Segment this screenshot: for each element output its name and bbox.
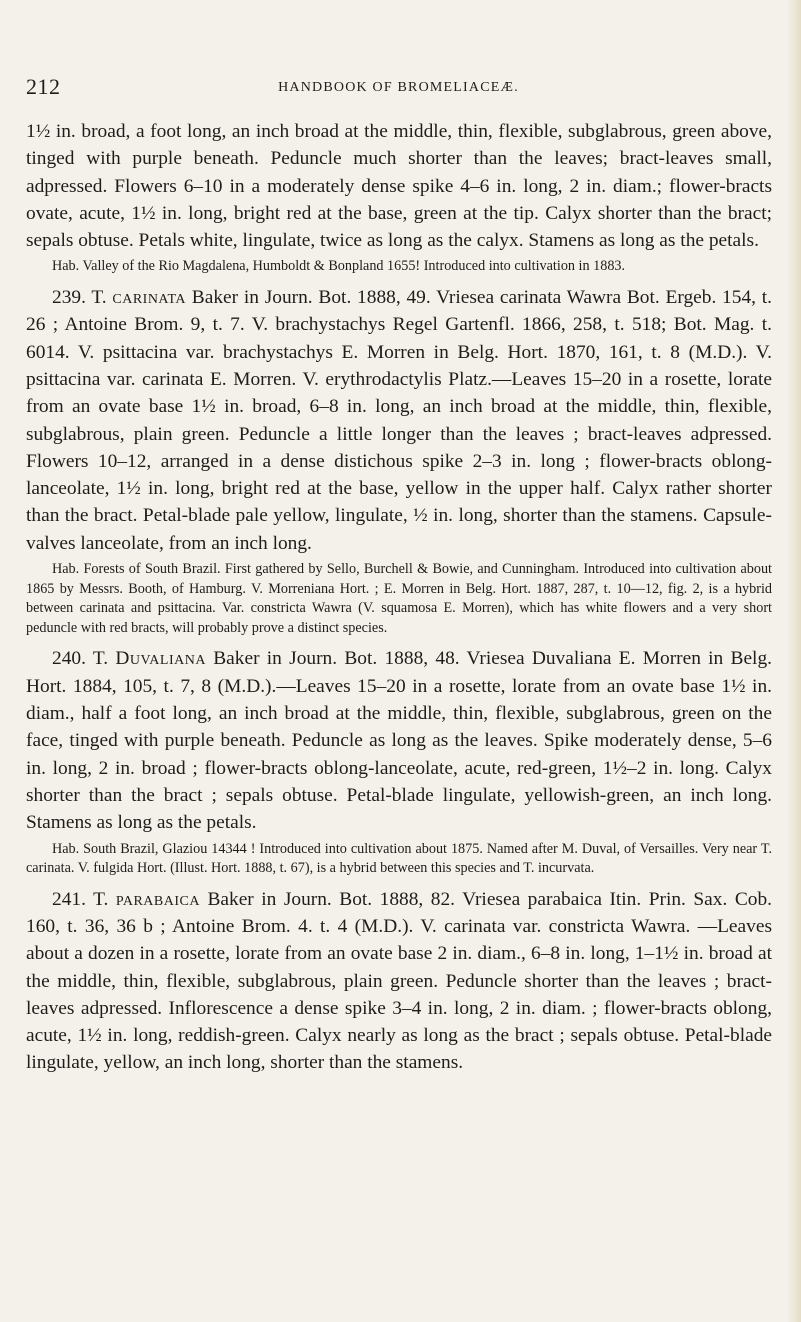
page-header bbox=[26, 74, 771, 104]
species-name: parabaica bbox=[115, 888, 200, 910]
paragraph-continued bbox=[26, 118, 772, 254]
habitat-note bbox=[26, 840, 772, 879]
species-name: Duvaliana bbox=[115, 648, 206, 670]
entry-number: 240. T. bbox=[52, 648, 109, 670]
habitat-note bbox=[26, 257, 772, 277]
note-text: Hab. Valley of the Rio Magdalena, Humboldt & Bonpland 1655! Introduced into cultivation in 1883. bbox=[52, 258, 626, 275]
page-edge-shadow bbox=[787, 0, 801, 1322]
entry-number: 241. T. bbox=[52, 888, 109, 910]
paragraph-text: 1½ in. broad, a foot long, an inch broad at the middle, thin, flexible, subglabrous, green above, tinged with purple beneath. Peduncle much shorter than the leaves; bract-leaves small, adpressed. Flowers 6–10 in a moderately dense spike 4–6 in. long, 2 in. diam.; flower-bracts ovate, acute, 1½ in. long, bright red at the base, green at the tip. Calyx shorter than the bract; sepals obtuse. Petals white, lingulate, twice as long as the calyx. Stamens as long as the petals. bbox=[26, 121, 772, 252]
page-number: 212 bbox=[26, 74, 61, 99]
entry-number: 239. T. bbox=[52, 287, 107, 309]
species-name: carinata bbox=[112, 287, 187, 309]
species-entry-241 bbox=[26, 886, 772, 1077]
entry-text: Baker in Journ. Bot. 1888, 82. Vriesea parabaica Itin. Prin. Sax. Cob. 160, t. 36, 36 b ; Antoine Brom. 4. t. 4 (M.D.). V. carinata var. constricta Wawra. —Leaves about a dozen in a rosette, lorate from an ovate base 2 in. diam., 6–8 in. long, 1–1½ in. broad at the middle, thin, flexible, subglabrous, plain green. Peduncle shorter than the leaves ; bract-leaves adpressed. Inflorescence a dense spike 3–4 in. long, 2 in. diam. ; flower-bracts oblong, acute, 1½ in. long, reddish-green. Calyx nearly as long as the bract ; sepals obtuse. Petal-blade lingulate, yellow, an inch long, shorter than the stamens. bbox=[26, 888, 772, 1074]
note-text: Hab. South Brazil, Glaziou 14344 ! Introduced into cultivation about 1875. Named after M. Duval, of Versailles. Very near T. carinata. V. fulgida Hort. (Illust. Hort. 1888, t. 67), is a hybrid between this species and T. incurvata. bbox=[26, 840, 772, 877]
page-content bbox=[26, 118, 772, 1077]
entry-text: Baker in Journ. Bot. 1888, 48. Vriesea Duvaliana E. Morren in Belg. Hort. 1884, 105, t. 7, 8 (M.D.).—Leaves 15–20 in a rosette, lorate from an ovate base 1½ in. diam., half a foot long, an inch broad at the middle, thin, flexible, subglabrous, green on the face, tinged with purple beneath. Peduncle as long as the leaves. Spike moderately dense, 5–6 in. long, 2 in. broad ; flower-bracts oblong-lanceolate, acute, red-green, 1½–2 in. long. Calyx shorter than the bract ; sepals obtuse. Petal-blade lingulate, yellowish-green, an inch long. Stamens as long as the petals. bbox=[26, 648, 772, 834]
species-entry-240 bbox=[26, 645, 772, 836]
entry-text: Baker in Journ. Bot. 1888, 49. Vriesea carinata Wawra Bot. Ergeb. 154, t. 26 ; Antoine Brom. 9, t. 7. V. brachystachys Regel Gartenfl. 1866, 258, t. 518; Bot. Mag. t. 6014. V. psittacina var. brachystachys E. Morren in Belg. Hort. 1870, 161, t. 8 (M.D.). V. psittacina var. carinata E. Morren. V. erythrodactylis Platz.—Leaves 15–20 in a rosette, lorate from an ovate base 1½ in. broad, 6–8 in. long, an inch broad at the middle, thin, flexible, subglabrous, plain green. Peduncle a little longer than the leaves ; bract-leaves adpressed. Flowers 10–12, arranged in a dense distichous spike 2–3 in. long ; flower-bracts oblong-lanceolate, 1½ in. long, bright red at the base, yellow in the upper half. Calyx rather shorter than the bract. Petal-blade pale yellow, lingulate, ½ in. long, shorter than the stamens. Capsule-valves lanceolate, from an inch long. bbox=[26, 287, 772, 554]
note-text: Hab. Forests of South Brazil. First gathered by Sello, Burchell & Bowie, and Cunningham. Introduced into cultivation about 1865 by Messrs. Booth, of Hamburg. V. Morreniana Hort. ; E. Morren in Belg. Hort. 1887, 287, t. 10—12, fig. 2, is a hybrid between carinata and psittacina. Var. constricta Wawra (V. squamosa E. Morren), which has white flowers and a very short peduncle with red bracts, will probably prove a distinct species. bbox=[26, 561, 772, 636]
habitat-note bbox=[26, 560, 772, 638]
running-title: HANDBOOK OF BROMELIACEÆ. bbox=[278, 80, 519, 95]
species-entry-239 bbox=[26, 284, 772, 557]
